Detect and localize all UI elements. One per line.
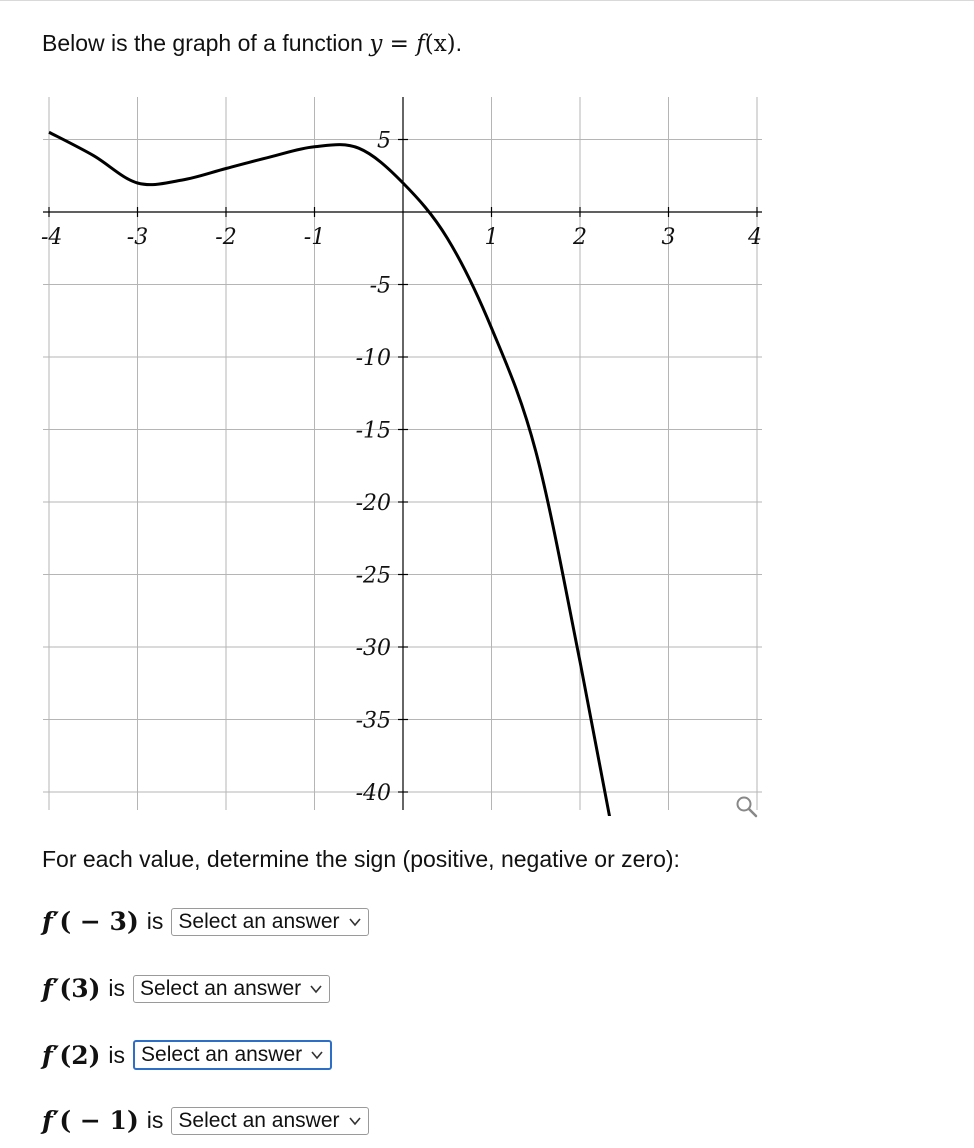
question-f-prime-neg3 — [42, 907, 369, 936]
chevron-down-icon — [348, 915, 362, 929]
math-arg: (x) — [424, 31, 456, 57]
y-tick-label: -40 — [355, 781, 391, 806]
is-label: is — [108, 975, 126, 1001]
is-label: is — [108, 1041, 126, 1068]
select-text: Select an answer — [178, 909, 340, 933]
y-tick-label: -30 — [355, 636, 391, 661]
x-tick-label: -1 — [303, 225, 326, 250]
answer-select-3[interactable] — [133, 1040, 332, 1070]
x-tick-label: -3 — [126, 225, 149, 250]
x-tick-label: 3 — [661, 225, 676, 250]
y-tick-label: -25 — [355, 563, 391, 589]
tick-labels — [41, 129, 762, 807]
axes — [43, 97, 762, 810]
magnifier-icon[interactable] — [738, 798, 757, 817]
x-tick-label: 1 — [484, 225, 499, 250]
y-tick-label: -5 — [369, 273, 391, 299]
question-f-prime-neg1 — [42, 1106, 369, 1135]
expr-f-prime-2: f′(2) — [42, 1040, 101, 1070]
y-tick-label: 5 — [377, 128, 391, 154]
x-tick-label: -2 — [215, 225, 237, 250]
expr-f-prime-neg3: f′( − 3) — [42, 907, 139, 936]
answer-select-1[interactable] — [171, 908, 368, 936]
expr-f-prime-3: f′(3) — [42, 974, 101, 1003]
intro-label: Below is the graph of a function — [42, 30, 370, 56]
x-tick-label: 2 — [573, 225, 587, 250]
chevron-down-icon — [310, 1048, 324, 1062]
y-tick-label: -35 — [355, 708, 391, 734]
math-y: y — [369, 31, 383, 57]
math-equals: = — [382, 31, 417, 57]
question-f-prime-2 — [42, 1040, 332, 1070]
chevron-down-icon — [309, 982, 323, 996]
question-f-prime-3 — [42, 974, 330, 1003]
x-tick-label: 4 — [748, 225, 762, 250]
math-f: f — [416, 31, 425, 57]
chevron-down-icon — [348, 1114, 362, 1128]
select-text: Select an answer — [140, 976, 302, 1000]
expr-f-prime-neg1: f′( − 1) — [42, 1106, 139, 1135]
intro-period: . — [455, 30, 463, 56]
answer-select-4[interactable] — [171, 1107, 368, 1135]
select-text: Select an answer — [141, 1043, 303, 1066]
instructions: For each value, determine the sign (positive, negative or zero): — [42, 846, 680, 872]
y-tick-label: -10 — [355, 346, 391, 371]
is-label: is — [146, 908, 164, 934]
is-label: is — [146, 1107, 164, 1133]
x-tick-label: -4 — [41, 225, 63, 250]
select-text: Select an answer — [178, 1108, 340, 1132]
y-tick-label: -20 — [355, 491, 391, 516]
y-tick-label: -15 — [355, 418, 391, 444]
answer-select-2[interactable] — [133, 975, 330, 1003]
